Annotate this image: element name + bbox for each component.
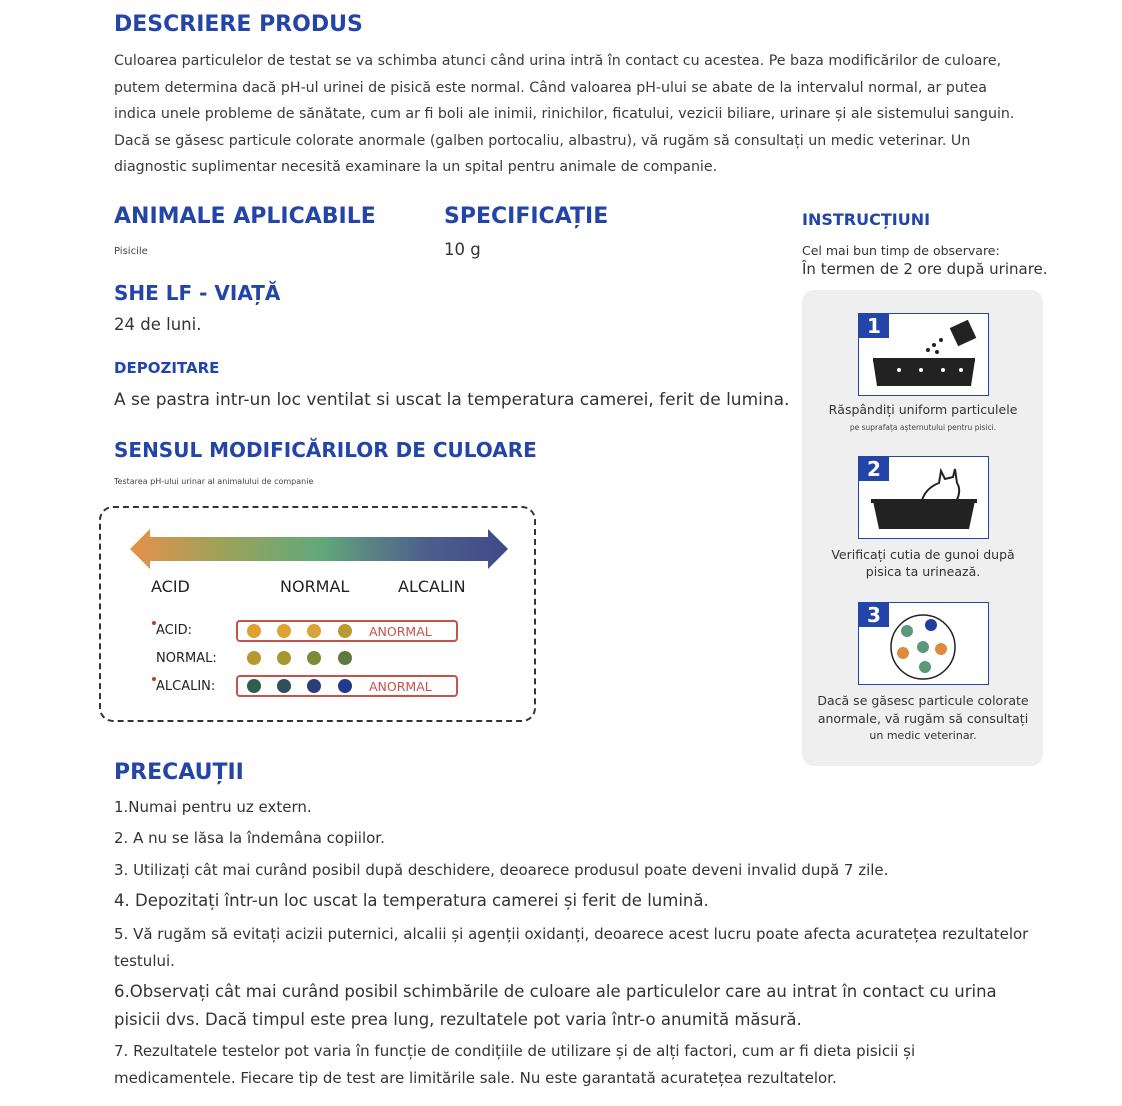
color-dot [277, 679, 291, 693]
step-3-caption-line-3: un medic veterinar. [869, 729, 977, 742]
description-title: DESCRIERE PRODUS [114, 12, 363, 37]
scale-label-acid: ACID [151, 577, 190, 596]
row-label-acid: ACID: [156, 623, 192, 638]
color-dot [307, 651, 321, 665]
row-label-alcalin: ALCALIN: [156, 679, 216, 694]
scale-label-normal: NORMAL [280, 577, 350, 596]
precaution-item-3: 3. Utilizați cât mai curând posibil după deschidere, deoarece produsul poate deveni invalid după 7 zile. [114, 861, 889, 879]
color-dot [277, 651, 291, 665]
applicable-animals-value: Pisicile [114, 246, 148, 257]
step-1-caption: Răspândiți uniform particulele [828, 402, 1018, 417]
color-dot [338, 679, 352, 693]
litter-box-sprinkle-icon [859, 314, 990, 397]
precaution-item-4: 4. Depozitați într-un loc uscat la temperatura camerei și ferit de lumină. [114, 891, 709, 910]
step-2-number: 2 [859, 457, 889, 481]
step-3-number: 3 [859, 603, 889, 627]
precaution-item-5: 5. Vă rugăm să evitați acizii puternici, alcalii și agenții oxidanți, deoarece acest lucru poate afecta acuratețea rezultatelor testului. [114, 925, 1029, 970]
precautions-title: PRECAUȚII [114, 760, 244, 785]
specification-title: SPECIFICAȚIE [444, 204, 609, 229]
precaution-item-2: 2. A nu se lăsa la îndemâna copiilor. [114, 829, 385, 847]
step-1-card [858, 313, 989, 396]
instructions-title: INSTRUCȚIUNI [802, 210, 931, 229]
color-change-subtitle: Testarea pH-ului urinar al animalului de companie [114, 477, 314, 486]
step-2-caption-line-1: Verificați cutia de gunoi după [831, 547, 1015, 562]
colored-particles-icon [859, 603, 990, 686]
precaution-item-6: 6.Observați cât mai curând posibil schimbările de culoare ale particulelor care au intrat în contact cu urina pisicii dvs. Dacă timpul este prea lung, rezultatele pot varia într-o anumită măsură. [114, 982, 997, 1029]
cat-in-litter-box-icon [859, 457, 990, 540]
shelf-life-title: SHE LF - VIAȚĂ [114, 281, 281, 305]
shelf-life-value: 24 de luni. [114, 315, 202, 334]
specification-value: 10 g [444, 240, 481, 259]
scale-label-alcalin: ALCALIN [398, 577, 466, 596]
applicable-animals-title: ANIMALE APLICABILE [114, 204, 376, 229]
step-1-number: 1 [859, 314, 889, 338]
anormal-label: ANORMAL [369, 624, 432, 639]
storage-value: A se pastra intr-un loc ventilat si uscat la temperatura camerei, ferit de lumina. [114, 390, 790, 410]
color-dot [247, 679, 261, 693]
observation-time-label: Cel mai bun timp de observare: [802, 243, 1000, 258]
step-3-card [858, 602, 989, 685]
color-dot [277, 624, 291, 638]
step-2-card [858, 456, 989, 539]
step-1-subcaption: pe suprafața așternutului pentru pisici. [849, 423, 997, 432]
color-dot [307, 624, 321, 638]
ph-gradient-arrow [130, 527, 508, 571]
precaution-item-7: 7. Rezultatele testelor pot varia în funcție de condițiile de utilizare și de alți factori, cum ar fi dieta pisicii și medicamentele. Fiecare tip de test are limitările sale. Nu este garantată acuratețea rezultatelor. [114, 1042, 916, 1087]
color-dot [247, 624, 261, 638]
precaution-item-1: 1.Numai pentru uz extern. [114, 798, 312, 816]
step-3-caption-line-1: Dacă se găsesc particule colorate [817, 693, 1029, 708]
observation-time-value: În termen de 2 ore după urinare. [802, 260, 1048, 278]
anormal-label: ANORMAL [369, 679, 432, 694]
storage-title: DEPOZITARE [114, 359, 220, 377]
step-3-caption-line-2: anormale, vă rugăm să consultați [817, 711, 1029, 726]
color-dot [338, 651, 352, 665]
description-text: Culoarea particulelor de testat se va schimba atunci când urina intră în contact cu acestea. Pe baza modificărilor de culoare, putem determina dacă pH-ul urinei de pisică este normal. Când valoarea pH-ului se abate de la intervalul normal, ar putea indica unele probleme de sănătate, cum ar fi boli ale inimii, rinichilor, ficatului, vezicii biliare, urinare și ale sistemului sanguin. Dacă se găsesc particule colorate anormale (galben portocaliu, albastru), vă rugăm să consultați un medic veterinar. Un diagnostic suplimentar necesită examinare la un spital pentru animale de companie. [114, 53, 1015, 175]
color-change-title: SENSUL MODIFICĂRILOR DE CULOARE [114, 438, 537, 462]
color-dot [247, 651, 261, 665]
color-dot [307, 679, 321, 693]
row-label-normal: NORMAL: [156, 651, 217, 666]
step-2-caption-line-2: pisica ta urinează. [865, 564, 981, 579]
color-dot [338, 624, 352, 638]
